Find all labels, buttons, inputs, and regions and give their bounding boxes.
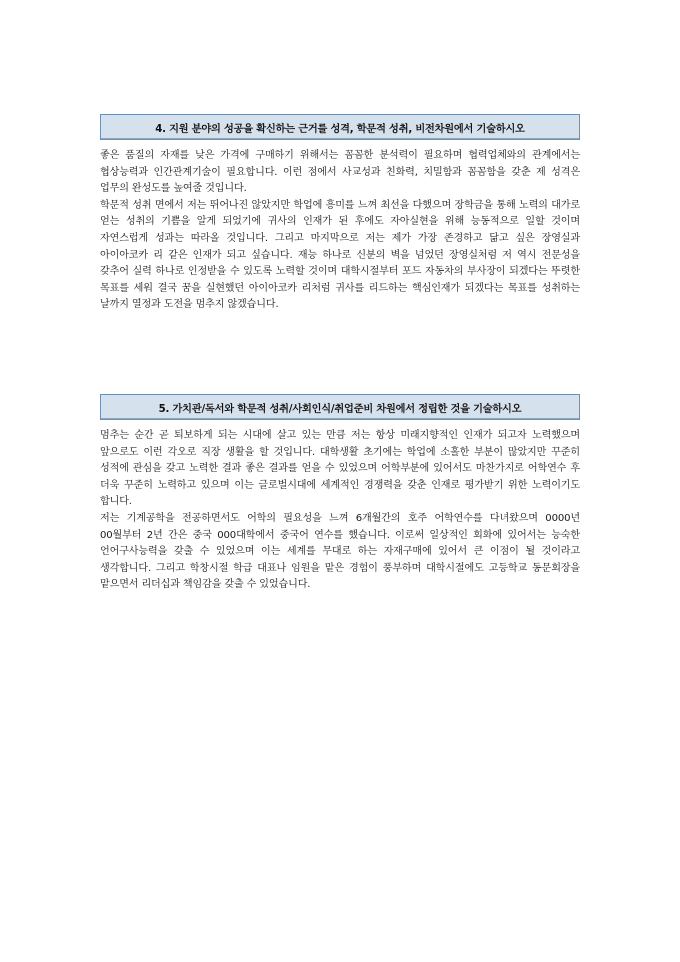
- question-heading-box: [100, 114, 580, 140]
- answer-paragraph: 저는 기계공학을 전공하면서도 어학의 필요성을 느껴 6개월간의 호주 어학연수를 다녀왔으며 0000년 00월부터 2년 간은 중국 000대학에서 중국어 연수를 했습니다. 이로써 일상적인 회화에 있어서는 능숙한 언어구사능력을 갖출 수 있었으며 이는 세계를 무대로 하는 자재구매에 있어서 큰 이점이 될 것이라고 생각합니다. 그리고 학창시절 학급 대표나 임원을 맡은 경험이 풍부하며 대학시절에도 고등학교 동문회장을 맡으면서 리더십과 책임감을 갖출 수 있었습니다.: [100, 512, 580, 591]
- question-heading: 4. 지원 분야의 성공을 확신하는 근거를 성격, 학문적 성취, 비전차원에서 기술하시오: [155, 123, 525, 135]
- question-section-5: [100, 394, 580, 594]
- answer-paragraph: 멈추는 순간 곧 퇴보하게 되는 시대에 살고 있는 만큼 저는 항상 미래지향적인 인재가 되고자 노력했으며 앞으로도 이런 각오로 직장 생활을 할 것입니다. 대학생활 초기에는 학업에 소홀한 부분이 많았지만 꾸준히 성적에 관심을 갖고 노력한 결과 좋은 결과를 얻을 수 있었으며 어학부분에 있어서도 마찬가지로 어학연수 후 더욱 꾸준히 노력하고 있으며 이는 글로벌시대에 세계적인 경쟁력을 갖춘 인재로 평가받기 위한 노력이기도 합니다.: [100, 430, 580, 508]
- answer-paragraph: 학문적 성취 면에서 저는 뛰어나진 않았지만 학업에 흥미를 느껴 최선을 다했으며 장학금을 통해 노력의 대가로 얻는 성취의 기쁨을 알게 되었기에 귀사의 인재가 된 후에도 자아실현을 위해 능동적으로 일할 것이며 자연스럽게 성과는 따라올 것입니다. 그리고 마지막으로 저는 제가 가장 존경하고 닮고 싶은 장영실과 아이아코카 리 같은 인재가 되고 싶습니다. 재능 하나로 신분의 벽을 넘었던 장영실처럼 저 역시 전문성을 갖추어 실력 하나로 인정받을 수 있도록 노력할 것이며 대학시절부터 포드 자동차의 부사장이 되겠다는 뚜렷한 목표를 세워 결국 꿈을 실현했던 아이아코카 리처럼 귀사를 리드하는 핵심인재가 되겠다는 목표를 성취하는 날까지 열정과 도전을 멈추지 않겠습니다.: [100, 199, 580, 311]
- answer-text: [100, 148, 580, 314]
- answer-paragraph: 좋은 품질의 자재를 낮은 가격에 구매하기 위해서는 꼼꼼한 분석력이 필요하며 협력업체와의 관계에서는 협상능력과 인간관계기술이 필요합니다. 이런 점에서 사교성과 친화력, 치밀함과 꼼꼼함을 갖춘 제 성격은 업무의 완성도를 높여줄 것입니다.: [100, 150, 580, 195]
- question-heading: 5. 가치관/독서와 학문적 성취/사회인식/취업준비 차원에서 정립한 것을 기술하시오: [158, 403, 522, 415]
- question-section-4: [100, 114, 580, 314]
- answer-text: [100, 428, 580, 594]
- question-heading-box: [100, 394, 580, 420]
